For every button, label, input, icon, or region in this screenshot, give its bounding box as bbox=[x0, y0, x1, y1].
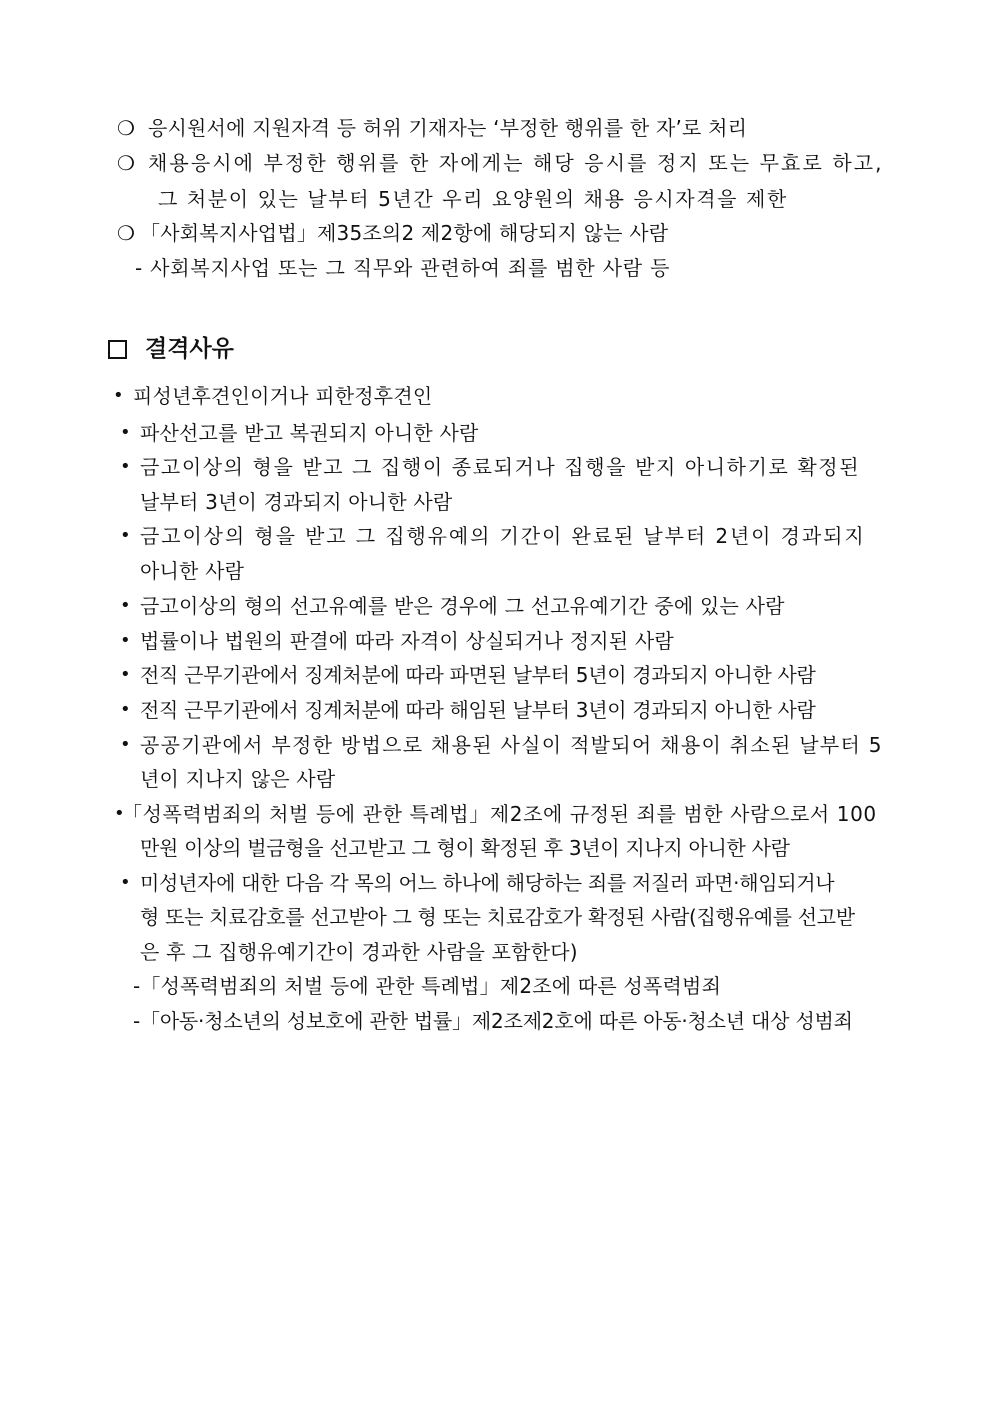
bullet-icon: • bbox=[120, 456, 131, 477]
notice-subitem: - 사회복지사업 또는 그 직무와 관련하여 죄를 범한 사람 등 bbox=[135, 256, 671, 280]
list-item-continued: 날부터 3년이 경과되지 아니한 사람 bbox=[140, 490, 453, 514]
bullet-icon: • bbox=[120, 699, 131, 720]
bullet-icon: • bbox=[120, 872, 131, 893]
list-item: 파산선고를 받고 복권되지 아니한 사람 bbox=[140, 421, 479, 445]
list-item: 금고이상의 형을 받고 그 집행이 종료되거나 집행을 받지 아니하기로 확정된 bbox=[140, 455, 861, 479]
list-item: 미성년자에 대한 다음 각 목의 어느 하나에 해당하는 죄를 저질러 파면·해임되거나 bbox=[140, 871, 835, 895]
bullet-icon: • bbox=[120, 422, 131, 443]
list-item: 피성년후견인이거나 피한정후견인 bbox=[133, 384, 433, 408]
list-item-continued: 년이 지나지 않은 사람 bbox=[140, 767, 336, 791]
circle-bullet-icon: ❍ bbox=[117, 151, 135, 175]
list-item-continued: 은 후 그 집행유예기간이 경과한 사람을 포함한다) bbox=[140, 940, 578, 964]
checkbox-square-icon bbox=[108, 340, 127, 359]
circle-bullet-icon: ❍ bbox=[117, 116, 135, 140]
section-title: 결격사유 bbox=[145, 336, 234, 362]
notice-item: 채용응시에 부정한 행위를 한 자에게는 해당 응시를 정지 또는 무효로 하고, bbox=[148, 151, 884, 175]
list-item: 전직 근무기관에서 징계처분에 따라 파면된 날부터 5년이 경과되지 아니한 사람 bbox=[140, 663, 816, 687]
list-item-continued: 만원 이상의 벌금형을 선고받고 그 형이 확정된 후 3년이 지나지 아니한 사람 bbox=[140, 836, 790, 860]
list-item: 「성폭력범죄의 처벌 등에 관한 특례법」제2조에 규정된 죄를 범한 사람으로서 100 bbox=[122, 802, 877, 826]
list-item: 전직 근무기관에서 징계처분에 따라 해임된 날부터 3년이 경과되지 아니한 사람 bbox=[140, 698, 816, 722]
bullet-icon: • bbox=[120, 734, 131, 755]
list-item-continued: 아니한 사람 bbox=[140, 559, 245, 583]
bullet-icon: • bbox=[114, 803, 125, 824]
list-subitem: -「아동·청소년의 성보호에 관한 법률」제2조제2호에 따른 아동·청소년 대상 성범죄 bbox=[133, 1009, 853, 1033]
notice-item: 응시원서에 지원자격 등 허위 기재자는 ‘부정한 행위를 한 자’로 처리 bbox=[148, 116, 748, 140]
list-item: 금고이상의 형을 받고 그 집행유예의 기간이 완료된 날부터 2년이 경과되지 bbox=[140, 524, 866, 548]
list-subitem: -「성폭력범죄의 처벌 등에 관한 특례법」제2조에 따른 성폭력범죄 bbox=[133, 974, 722, 998]
bullet-icon: • bbox=[113, 385, 124, 406]
bullet-icon: • bbox=[120, 630, 131, 651]
notice-item: 「사회복지사업법」제35조의2 제2항에 해당되지 않는 사람 bbox=[140, 221, 669, 245]
list-item-continued: 형 또는 치료감호를 선고받아 그 형 또는 치료감호가 확정된 사람(집행유예를 선고받 bbox=[140, 905, 855, 929]
bullet-icon: • bbox=[120, 664, 131, 685]
list-item: 법률이나 법원의 판결에 따라 자격이 상실되거나 정지된 사람 bbox=[140, 629, 674, 653]
circle-bullet-icon: ❍ bbox=[117, 221, 135, 245]
list-item: 금고이상의 형의 선고유예를 받은 경우에 그 선고유예기간 중에 있는 사람 bbox=[140, 594, 785, 618]
bullet-icon: • bbox=[120, 525, 131, 546]
list-item: 공공기관에서 부정한 방법으로 채용된 사실이 적발되어 채용이 취소된 날부터 5 bbox=[140, 733, 883, 757]
notice-item-continued: 그 처분이 있는 날부터 5년간 우리 요양원의 채용 응시자격을 제한 bbox=[158, 187, 788, 211]
bullet-icon: • bbox=[120, 595, 131, 616]
